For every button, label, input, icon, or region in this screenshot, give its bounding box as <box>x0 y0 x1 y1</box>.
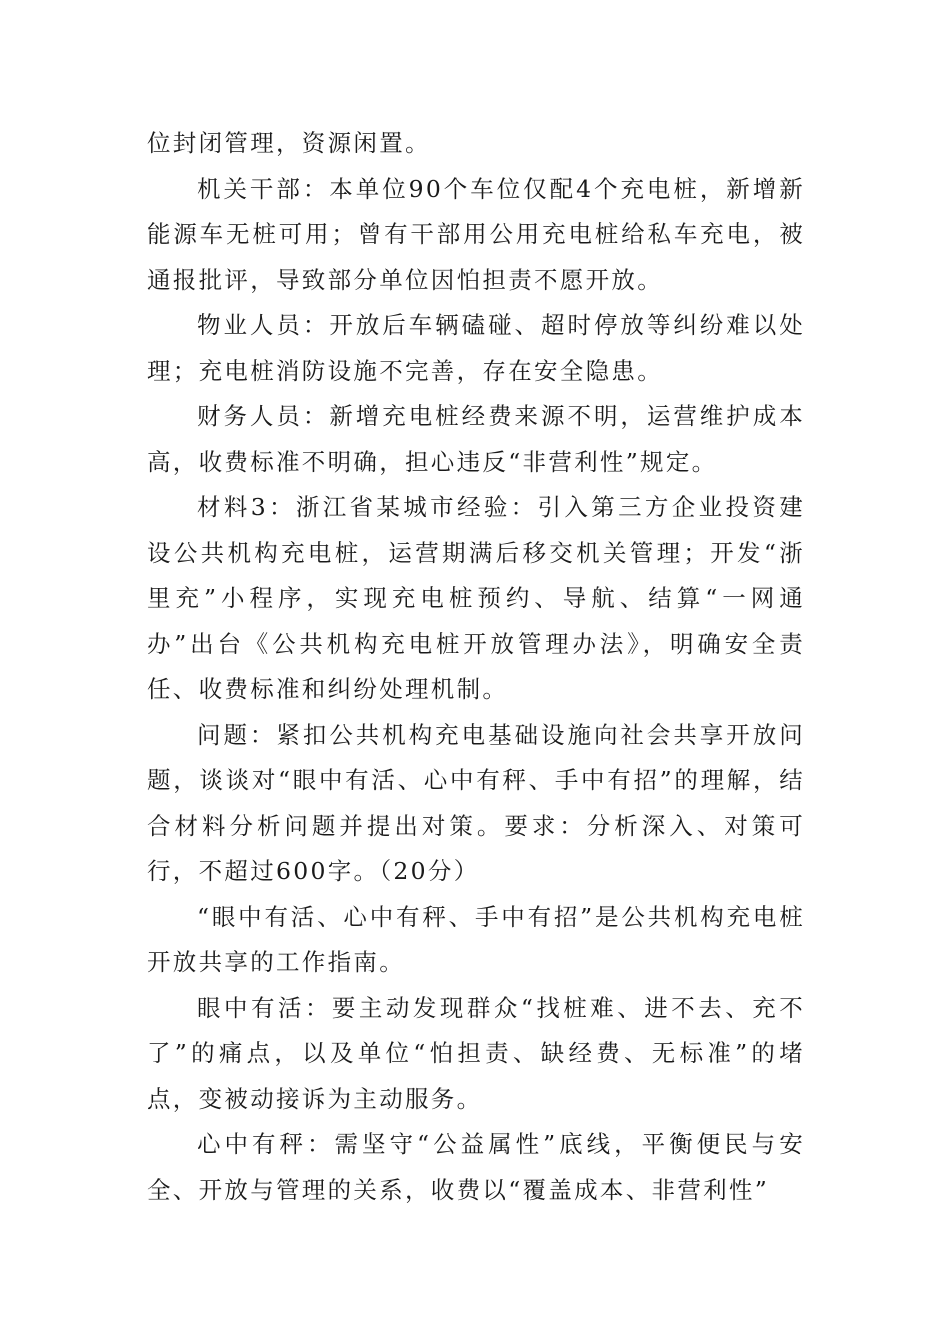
paragraph-finance-staff-view: 财务人员：新增充电桩经费来源不明，运营维护成本高，收费标准不明确，担心违反“非营利性”规定。 <box>147 402 805 476</box>
paragraph-cadre-view: 机关干部：本单位90个车位仅配4个充电桩，新增新能源车无桩可用；曾有干部用公用充电桩给私车充电，被通报批评，导致部分单位因怕担责不愿开放。 <box>147 174 805 294</box>
document-body <box>147 121 805 1213</box>
paragraph-question: 问题：紧扣公共机构充电基础设施向社会共享开放问题，谈谈对“眼中有活、心中有秤、手中有招”的理解，结合材料分析问题并提出对策。要求：分析深入、对策可行，不超过600字。（20分） <box>147 720 805 885</box>
paragraph-answer-intro: “眼中有活、心中有秤、手中有招”是公共机构充电桩开放共享的工作指南。 <box>147 902 805 976</box>
paragraph-answer-eyes: 眼中有活：要主动发现群众“找桩难、进不去、充不了”的痛点，以及单位“怕担责、缺经费、无标准”的堵点，变被动接诉为主动服务。 <box>147 993 805 1113</box>
paragraph-material-3: 材料3：浙江省某城市经验：引入第三方企业投资建设公共机构充电桩，运营期满后移交机关管理；开发“浙里充”小程序，实现充电桩预约、导航、结算“一网通办”出台《公共机构充电桩开放管理办法》，明确安全责任、收费标准和纠纷处理机制。 <box>147 493 805 703</box>
paragraph-continuation: 位封闭管理，资源闲置。 <box>147 129 431 157</box>
paragraph-answer-heart: 心中有秤：需坚守“公益属性”底线，平衡便民与安全、开放与管理的关系，收费以“覆盖成本、非营利性” <box>147 1130 805 1204</box>
paragraph-property-staff-view: 物业人员：开放后车辆磕碰、超时停放等纠纷难以处理；充电桩消防设施不完善，存在安全隐患。 <box>147 311 805 385</box>
